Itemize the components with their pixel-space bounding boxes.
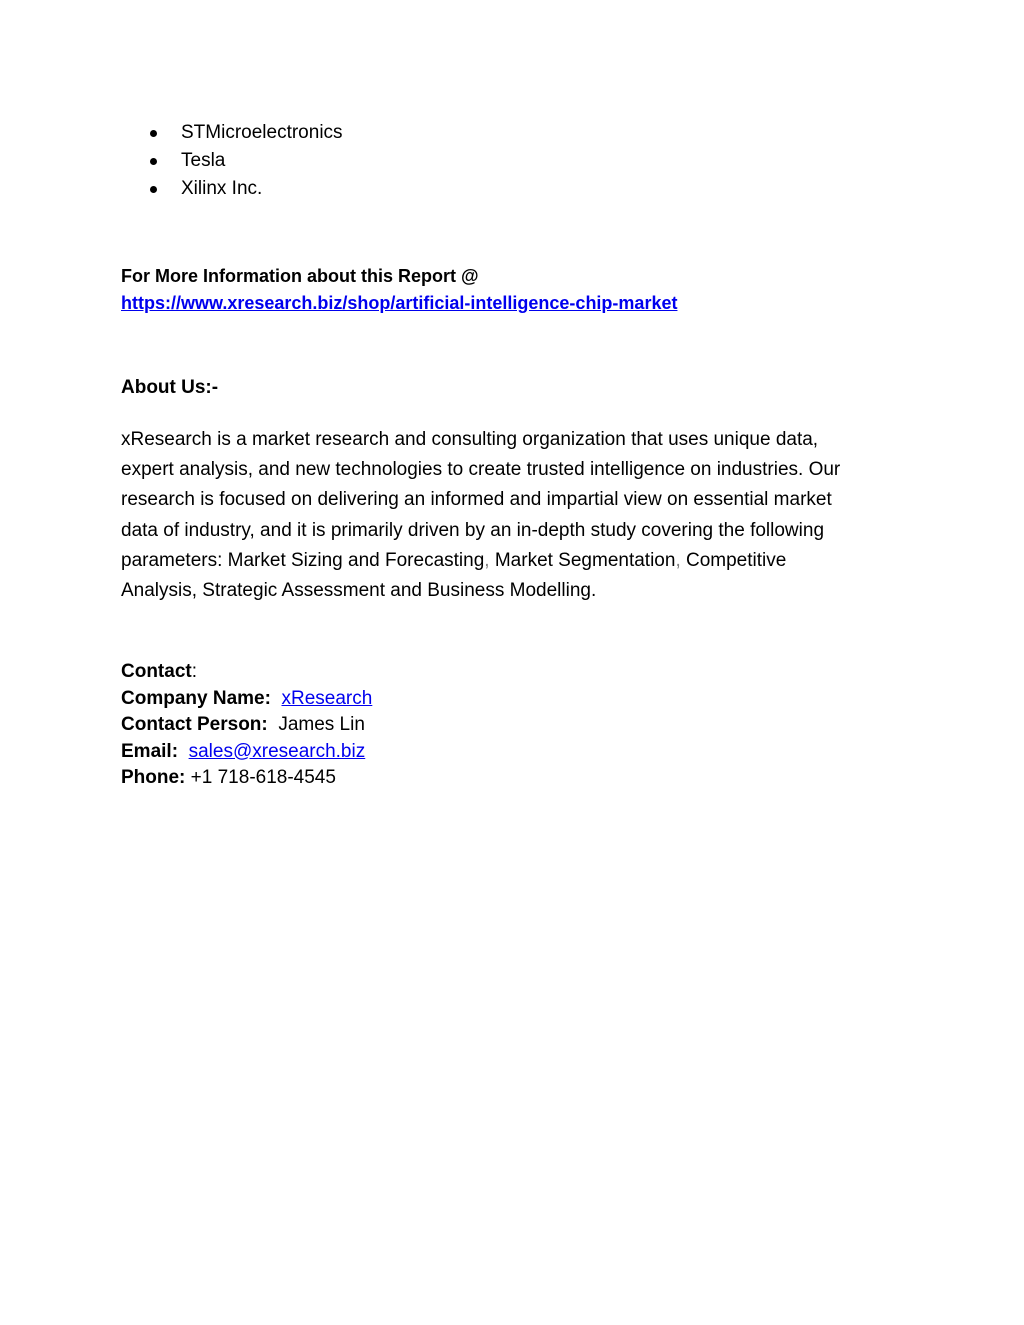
contact-heading-colon: :	[191, 661, 198, 682]
paragraph-line	[121, 546, 901, 576]
more-info-label: For More Information about this Report @	[121, 266, 479, 286]
company-label: Company Name:	[121, 687, 271, 709]
paragraph-text: parameters: Market Sizing and Forecasting	[121, 549, 485, 571]
company-link[interactable]: xResearch	[281, 687, 373, 709]
paragraph-text: Competitive	[680, 549, 787, 571]
contact-heading-row	[121, 659, 372, 686]
list-item-text: STMicroelectronics	[181, 122, 343, 143]
list-item-text: Xilinx Inc.	[181, 178, 263, 199]
paragraph-text: Market Segmentation	[489, 549, 676, 571]
paragraph-line: research is focused on delivering an informed and impartial view on essential market	[121, 489, 832, 511]
separator: ,	[675, 549, 681, 571]
separator: ,	[484, 549, 490, 571]
about-heading: About Us:-	[121, 377, 219, 398]
bullet-icon	[150, 158, 157, 165]
paragraph-line: expert analysis, and new technologies to create trusted intelligence on industries. Our	[121, 459, 841, 481]
paragraph-line: data of industry, and it is primarily driven by an in-depth study covering the following	[121, 519, 825, 541]
list-item-text: Tesla	[181, 150, 226, 171]
paragraph-line: Analysis, Strategic Assessment and Business Modelling.	[121, 579, 597, 601]
paragraph-line: xResearch is a market research and consulting organization that uses unique data,	[121, 429, 819, 450]
person-row	[121, 712, 372, 739]
more-info-block	[121, 263, 677, 317]
email-row	[121, 739, 372, 766]
bullet-icon	[150, 186, 157, 193]
report-link[interactable]: https://www.xresearch.biz/shop/artificial-intelligence-chip-market	[121, 293, 678, 313]
email-link[interactable]: sales@xresearch.biz	[188, 740, 366, 762]
phone-label: Phone:	[121, 767, 186, 789]
contact-block	[121, 659, 372, 792]
phone-row	[121, 765, 372, 792]
about-paragraph	[121, 425, 901, 606]
bullet-icon	[150, 130, 157, 137]
person-label: Contact Person:	[121, 714, 268, 736]
contact-heading: Contact	[121, 661, 192, 682]
person-value: James Lin	[278, 714, 365, 736]
phone-value: +1 718-618-4545	[190, 767, 336, 789]
company-row	[121, 686, 372, 713]
email-label: Email:	[121, 740, 179, 762]
